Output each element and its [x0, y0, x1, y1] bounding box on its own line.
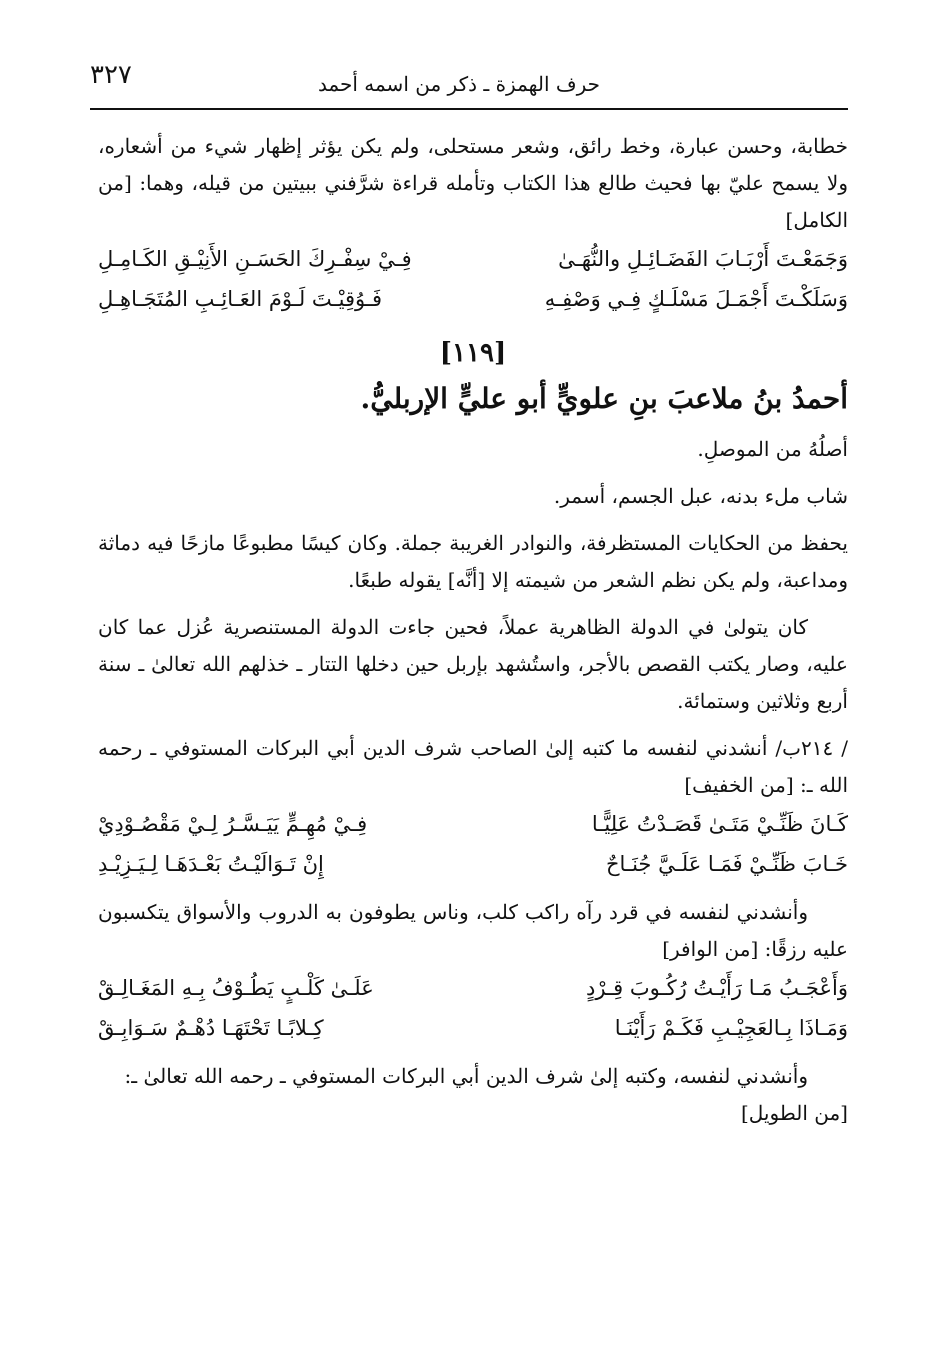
intro-paragraph: خطابة، وحسن عبارة، وخط رائق، وشعر مستحلى، ولم يكن يؤثر إظهار شيء من أشعاره، ولا يسمح عليّ بها فحيث طالع هذا الكتاب وتأمله قراءة شرَّفني ببيتين من قيله، وهما: [من الكامل]	[98, 134, 848, 232]
running-title: حرف الهمزة ـ ذكر من اسمه أحمد	[317, 72, 600, 96]
verse-second-hemistich: فِـيْ سِفْـرِكَ الحَسَـنِ الأَنِيْـقِ الكَـامِـلِ	[98, 247, 412, 271]
entry-heading: أحمدُ بنُ ملاعبَ بنِ علويٍّ أبو عليٍّ الإربليُّ.	[360, 382, 848, 415]
entry-paragraph: وأنشدني لنفسه في قرد رآه راكب كلب، وناس يطوفون به الدروب والأسواق يتكسبون عليه رزقًا: [من الوافر]	[98, 900, 848, 961]
verse-second-hemistich: فَـوُقِيْـتَ لَـوْمَ العَـائِـبِ المُتَجَـاهِـلِ	[98, 287, 383, 311]
verse-line	[98, 239, 848, 279]
entry-paragraph: يحفظ من الحكايات المستظرفة، والنوادر الغريبة جملة. وكان كيسًا مطبوعًا مازحًا فيه دماثة ومداعبة، ولم يكن نظم الشعر من شيمته إلا [أنَّه] يقوله طبعًا.	[98, 531, 848, 592]
page-number: ٣٢٧	[90, 60, 132, 90]
header-rule	[90, 108, 848, 110]
verse-line	[98, 968, 848, 1008]
entry-paragraph: وأنشدني لنفسه، وكتبه إلىٰ شرف الدين أبي البركات المستوفي ـ رحمه الله تعالىٰ ـ:	[124, 1064, 808, 1088]
verse-second-hemistich: إِنْ تَـوَالَيْـتُ بَعْـدَهَـا لِـيَـزِيْـدِ	[98, 852, 324, 876]
verse-first-hemistich: خَـابَ ظَنِّـيْ فَمَـا عَلَـيَّ جُنَـاحٌ	[605, 852, 848, 876]
entry-paragraph: كان يتولىٰ في الدولة الظاهرية عملاً، فحين جاءت الدولة المستنصرية عُزل عما كان عليه، وصار يكتب القصص بالأجر، واستُشهد بإربل حين دخلها التتار ـ خذلهم الله تعالىٰ ـ سنة أربع وثلاثين وستمائة.	[98, 615, 848, 713]
verse-first-hemistich: وَجَمَعْـتَ أَرْبَـابَ الفَضَـائِـلِ والنُّهَـىٰ	[558, 247, 848, 271]
verse-first-hemistich: وَسَلَكْـتَ أَجْمَـلَ مَسْلَـكٍ فِـي وَصْفِـهِ	[544, 287, 848, 311]
entry-number: [١١٩]	[439, 338, 507, 368]
verse-second-hemistich: عَلَـىٰ كَلْـبٍ يَطُـوْفُ بِـهِ المَغَـالِـقْ	[98, 976, 374, 1000]
entry-description: شاب ملء بدنه، عبل الجسم، أسمر.	[553, 484, 848, 508]
verse-line	[98, 1008, 848, 1048]
page-body	[98, 128, 848, 1132]
verse-line	[98, 804, 848, 844]
verse-first-hemistich: وَمَـاذَا بِـالعَجِيْـبِ فَكَـمْ رَأَيْنَـا	[614, 1016, 848, 1040]
verse-line	[98, 844, 848, 884]
entry-paragraph: / ٢١٤ب/ أنشدني لنفسه ما كتبه إلىٰ الصاحب شرف الدين أبي البركات المستوفي ـ رحمه الله ـ: [من الخفيف]	[98, 736, 848, 797]
verse-first-hemistich: وَأَعْجَـبُ مَـا رَأَيْـتُ رُكُـوبَ قِـرْدٍ	[586, 976, 848, 1000]
entry-origin: أصلُهُ من الموصلِ.	[697, 437, 848, 461]
verse-first-hemistich: كَـانَ ظَنِّـيْ مَتَـىٰ قَصَـدْتُ عَلِيًّـا	[591, 812, 848, 836]
page-header	[90, 58, 848, 106]
meter-label: [من الطويل]	[740, 1101, 848, 1125]
verse-second-hemistich: فِـيْ مُهِـمٍّ يَيَـسَّـرُ لِـيْ مَقْصُـوْدِيْ	[98, 812, 368, 836]
verse-second-hemistich: كِـلابًـا تَحْتَهَـا دُهْـمٌ سَـوَابِـقْ	[98, 1016, 324, 1040]
verse-line	[98, 279, 848, 319]
